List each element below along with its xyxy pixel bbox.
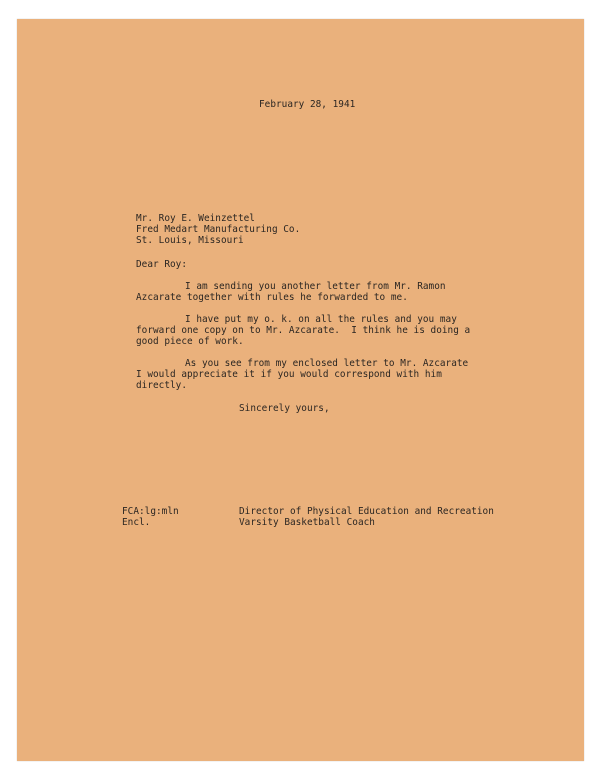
paragraph-2-line-3: good piece of work. — [136, 336, 244, 347]
signer-title-1: Director of Physical Education and Recreation — [239, 506, 494, 517]
recipient-name: Mr. Roy E. Weinzettel — [136, 213, 255, 224]
signer-title-2: Varsity Basketball Coach — [239, 517, 375, 528]
paragraph-2-line-1: I have put my o. k. on all the rules and you may — [185, 314, 457, 325]
paragraph-3-line-1: As you see from my enclosed letter to Mr. Azcarate — [185, 358, 469, 369]
paragraph-1-line-2: Azcarate together with rules he forwarded to me. — [136, 292, 408, 303]
letter-date: February 28, 1941 — [259, 99, 356, 110]
paragraph-3-line-2: I would appreciate it if you would correspond with him — [136, 369, 442, 380]
recipient-company: Fred Medart Manufacturing Co. — [136, 224, 301, 235]
paragraph-3-line-3: directly. — [136, 380, 187, 391]
reference-initials: FCA:lg:mln — [122, 506, 179, 517]
enclosure-note: Encl. — [122, 517, 151, 528]
closing: Sincerely yours, — [239, 403, 330, 414]
paragraph-2-line-2: forward one copy on to Mr. Azcarate. I think he is doing a — [136, 325, 471, 336]
paragraph-1-line-1: I am sending you another letter from Mr. Ramon — [185, 281, 446, 292]
letter-page — [17, 19, 584, 761]
salutation: Dear Roy: — [136, 259, 187, 270]
recipient-city: St. Louis, Missouri — [136, 235, 244, 246]
